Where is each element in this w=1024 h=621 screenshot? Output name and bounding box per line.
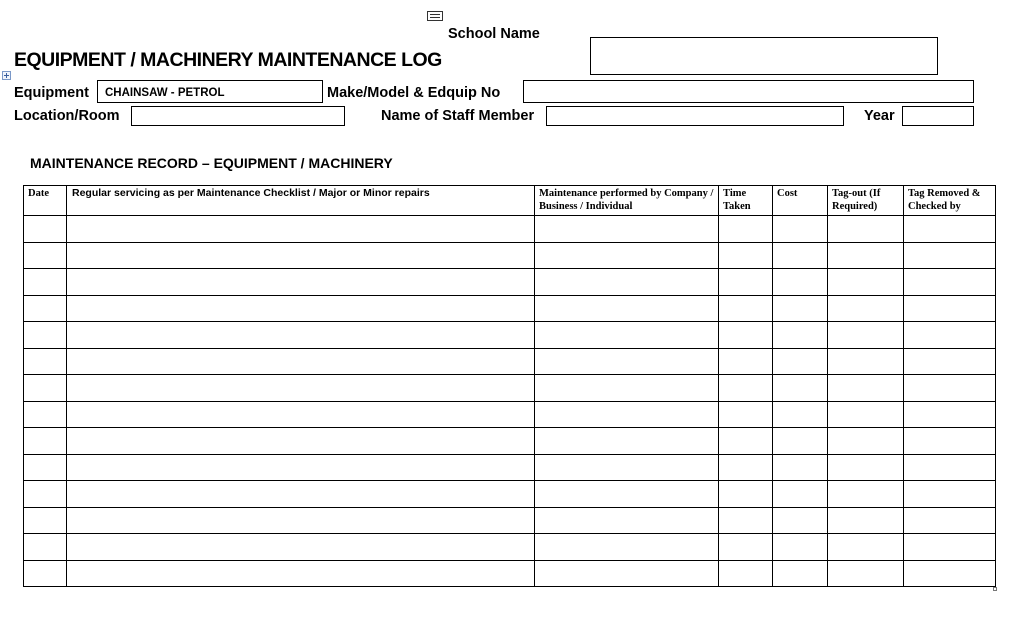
- table-cell-cost[interactable]: [773, 216, 828, 243]
- table-cell-performed-by[interactable]: [535, 454, 719, 481]
- table-cell-date[interactable]: [24, 401, 67, 428]
- table-cell-cost[interactable]: [773, 269, 828, 296]
- table-cell-date[interactable]: [24, 534, 67, 561]
- table-cell-date[interactable]: [24, 216, 67, 243]
- table-row: [24, 481, 996, 508]
- table-cell-cost[interactable]: [773, 428, 828, 455]
- table-cell-tag-removed[interactable]: [904, 401, 996, 428]
- table-cell-tag-removed[interactable]: [904, 242, 996, 269]
- table-row: [24, 401, 996, 428]
- column-header-tag-out: Tag-out (If Required): [828, 186, 904, 216]
- table-row: [24, 348, 996, 375]
- resize-handle[interactable]: [993, 587, 997, 591]
- table-cell-performed-by[interactable]: [535, 216, 719, 243]
- year-label: Year: [864, 108, 895, 124]
- table-row: [24, 428, 996, 455]
- table-cell-time-taken[interactable]: [719, 507, 773, 534]
- table-row: [24, 269, 996, 296]
- table-cell-time-taken[interactable]: [719, 348, 773, 375]
- table-cell-tag-removed[interactable]: [904, 454, 996, 481]
- table-cell-time-taken[interactable]: [719, 295, 773, 322]
- section-heading: MAINTENANCE RECORD – EQUIPMENT / MACHINERY: [30, 155, 393, 171]
- table-cell-servicing[interactable]: [67, 481, 535, 508]
- table-cell-servicing[interactable]: [67, 269, 535, 296]
- location-label: Location/Room: [14, 108, 120, 124]
- table-cell-tag-out[interactable]: [828, 295, 904, 322]
- table-cell-tag-out[interactable]: [828, 560, 904, 587]
- table-cell-tag-removed[interactable]: [904, 560, 996, 587]
- equipment-field[interactable]: [97, 80, 323, 103]
- table-cell-time-taken[interactable]: [719, 322, 773, 349]
- table-cell-cost[interactable]: [773, 348, 828, 375]
- table-row: [24, 534, 996, 561]
- column-header-performed-by: Maintenance performed by Company / Business / Individual: [535, 186, 719, 216]
- table-cell-date[interactable]: [24, 560, 67, 587]
- table-cell-date[interactable]: [24, 295, 67, 322]
- table-cell-cost[interactable]: [773, 375, 828, 402]
- table-cell-cost[interactable]: [773, 507, 828, 534]
- table-cell-tag-out[interactable]: [828, 216, 904, 243]
- column-header-servicing: Regular servicing as per Maintenance Checklist / Major or Minor repairs: [67, 186, 535, 216]
- table-cell-tag-removed[interactable]: [904, 295, 996, 322]
- table-cell-date[interactable]: [24, 348, 67, 375]
- table-cell-tag-out[interactable]: [828, 401, 904, 428]
- table-cell-date[interactable]: [24, 481, 67, 508]
- table-cell-performed-by[interactable]: [535, 322, 719, 349]
- table-cell-tag-out[interactable]: [828, 534, 904, 561]
- table-cell-servicing[interactable]: [67, 428, 535, 455]
- table-cell-performed-by[interactable]: [535, 560, 719, 587]
- table-cell-servicing[interactable]: [67, 242, 535, 269]
- table-cell-tag-out[interactable]: [828, 348, 904, 375]
- table-row: [24, 295, 996, 322]
- table-cell-servicing[interactable]: [67, 375, 535, 402]
- table-cell-tag-removed[interactable]: [904, 481, 996, 508]
- table-cell-performed-by[interactable]: [535, 401, 719, 428]
- table-row: [24, 375, 996, 402]
- table-cell-tag-out[interactable]: [828, 375, 904, 402]
- table-cell-time-taken[interactable]: [719, 401, 773, 428]
- table-cell-servicing[interactable]: [67, 560, 535, 587]
- table-cell-servicing[interactable]: [67, 401, 535, 428]
- table-cell-tag-out[interactable]: [828, 454, 904, 481]
- table-cell-performed-by[interactable]: [535, 428, 719, 455]
- table-cell-performed-by[interactable]: [535, 269, 719, 296]
- staff-member-label: Name of Staff Member: [381, 108, 535, 124]
- table-cell-date[interactable]: [24, 428, 67, 455]
- table-cell-cost[interactable]: [773, 401, 828, 428]
- table-cell-date[interactable]: [24, 242, 67, 269]
- column-header-tag-removed: Tag Removed & Checked by: [904, 186, 996, 216]
- staff-member-field[interactable]: [546, 106, 844, 126]
- make-model-field[interactable]: [523, 80, 974, 103]
- location-field[interactable]: [131, 106, 345, 126]
- table-cell-performed-by[interactable]: [535, 242, 719, 269]
- table-cell-servicing[interactable]: [67, 454, 535, 481]
- plus-box-icon[interactable]: [2, 71, 11, 80]
- table-cell-tag-removed[interactable]: [904, 216, 996, 243]
- equipment-label: Equipment: [14, 85, 89, 101]
- table-cell-tag-removed[interactable]: [904, 269, 996, 296]
- table-cell-performed-by[interactable]: [535, 534, 719, 561]
- table-cell-servicing[interactable]: [67, 507, 535, 534]
- table-cell-time-taken[interactable]: [719, 242, 773, 269]
- table-row: [24, 322, 996, 349]
- maintenance-record-table: [23, 185, 996, 587]
- page-title: EQUIPMENT / MACHINERY MAINTENANCE LOG: [14, 49, 442, 71]
- table-cell-time-taken[interactable]: [719, 481, 773, 508]
- table-cell-tag-out[interactable]: [828, 269, 904, 296]
- table-cell-time-taken[interactable]: [719, 269, 773, 296]
- table-row: [24, 216, 996, 243]
- table-cell-cost[interactable]: [773, 481, 828, 508]
- table-cell-performed-by[interactable]: [535, 375, 719, 402]
- table-cell-cost[interactable]: [773, 534, 828, 561]
- table-cell-servicing[interactable]: [67, 534, 535, 561]
- table-cell-tag-removed[interactable]: [904, 507, 996, 534]
- table-cell-tag-out[interactable]: [828, 481, 904, 508]
- column-header-cost: Cost: [773, 186, 828, 216]
- table-cell-time-taken[interactable]: [719, 454, 773, 481]
- table-row: [24, 560, 996, 587]
- table-cell-cost[interactable]: [773, 242, 828, 269]
- table-cell-tag-out[interactable]: [828, 322, 904, 349]
- table-cell-tag-removed[interactable]: [904, 348, 996, 375]
- table-cell-performed-by[interactable]: [535, 348, 719, 375]
- table-cell-cost[interactable]: [773, 295, 828, 322]
- table-cell-date[interactable]: [24, 507, 67, 534]
- table-cell-cost[interactable]: [773, 322, 828, 349]
- table-cell-time-taken[interactable]: [719, 534, 773, 561]
- table-cell-tag-out[interactable]: [828, 428, 904, 455]
- school-name-label: School Name: [448, 26, 540, 42]
- table-cell-time-taken[interactable]: [719, 428, 773, 455]
- table-cell-servicing[interactable]: [67, 216, 535, 243]
- table-cell-performed-by[interactable]: [535, 507, 719, 534]
- table-cell-date[interactable]: [24, 454, 67, 481]
- table-cell-servicing[interactable]: [67, 322, 535, 349]
- table-cell-servicing[interactable]: [67, 295, 535, 322]
- table-row: [24, 242, 996, 269]
- table-cell-tag-out[interactable]: [828, 507, 904, 534]
- table-cell-cost[interactable]: [773, 560, 828, 587]
- school-name-field[interactable]: [590, 37, 938, 75]
- table-cell-tag-removed[interactable]: [904, 375, 996, 402]
- table-cell-time-taken[interactable]: [719, 216, 773, 243]
- column-header-time-taken: Time Taken: [719, 186, 773, 216]
- table-body: [24, 216, 996, 587]
- table-cell-performed-by[interactable]: [535, 295, 719, 322]
- table-cell-cost[interactable]: [773, 454, 828, 481]
- table-cell-tag-out[interactable]: [828, 242, 904, 269]
- table-cell-time-taken[interactable]: [719, 375, 773, 402]
- table-header-row: [24, 186, 996, 216]
- make-model-label: Make/Model & Edquip No: [327, 85, 501, 101]
- table-cell-date[interactable]: [24, 375, 67, 402]
- table-cell-performed-by[interactable]: [535, 481, 719, 508]
- table-cell-date[interactable]: [24, 322, 67, 349]
- table-cell-date[interactable]: [24, 269, 67, 296]
- equipment-value: CHAINSAW - PETROL: [105, 87, 225, 99]
- table-cell-servicing[interactable]: [67, 348, 535, 375]
- table-cell-tag-removed[interactable]: [904, 534, 996, 561]
- table-row: [24, 454, 996, 481]
- table-cell-tag-removed[interactable]: [904, 322, 996, 349]
- year-field[interactable]: [902, 106, 974, 126]
- table-cell-tag-removed[interactable]: [904, 428, 996, 455]
- table-cell-time-taken[interactable]: [719, 560, 773, 587]
- keyboard-icon: [427, 11, 443, 21]
- column-header-date: Date: [24, 186, 67, 216]
- table-row: [24, 507, 996, 534]
